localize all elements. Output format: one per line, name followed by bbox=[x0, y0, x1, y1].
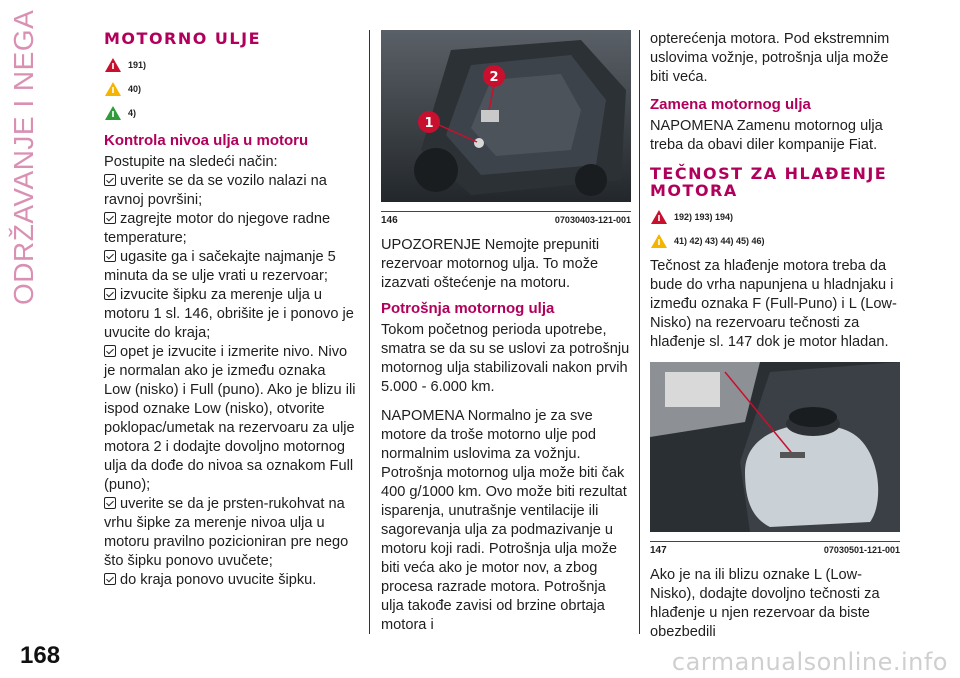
warning-reference: 191) bbox=[128, 60, 147, 70]
column-3 bbox=[650, 30, 900, 642]
step-text: do kraja ponovo uvucite šipku. bbox=[120, 572, 317, 588]
warning-item bbox=[650, 205, 900, 229]
callout-2: 2 bbox=[489, 70, 499, 85]
warning-list bbox=[650, 205, 900, 253]
paragraph: Tokom početnog perioda upotrebe, smatra se da su se uslovi za potrošnju motornog ulja stabilizovali nakon prvih 5.000 - 6.000 km. bbox=[381, 322, 630, 395]
steps-list bbox=[104, 172, 356, 590]
note-paragraph: NAPOMENA Zamenu motornog ulja treba da obavi diler kompanije Fiat. bbox=[650, 118, 883, 153]
subheading: Kontrola nivoa ulja u motoru bbox=[104, 132, 309, 149]
figure-147 bbox=[650, 362, 900, 556]
step-text: opet je izvucite i izmerite nivo. Nivo je normalan ako je između oznaka Low (nisko) i Full (puno). Ako je blizu ili ispod oznake Low (nisko), otvorite poklopac/umetak na rezervoaru za ulje motora 2 i dodajte dovoljno motornog ulja da dođe do nivoa sa oznakom Full (puno); bbox=[104, 344, 356, 493]
danger-triangle-icon bbox=[650, 209, 668, 225]
watermark: carmanualsonline.info bbox=[671, 648, 948, 676]
checkbox-bullet-icon bbox=[104, 212, 116, 224]
step-item bbox=[104, 286, 356, 343]
warning-item bbox=[104, 53, 356, 77]
step-item bbox=[104, 495, 356, 571]
page-number: 168 bbox=[20, 642, 61, 669]
checkbox-bullet-icon bbox=[104, 345, 116, 357]
column-1 bbox=[104, 30, 356, 590]
paragraph: Ako je na ili blizu oznake L (Low-Nisko), dodajte dovoljno tečnosti za hlađenje u njen rezervoar da biste obezbedili bbox=[650, 567, 880, 640]
note-paragraph: NAPOMENA Normalno je za sve motore da troše motorno ulje pod normalnim uslovima za vožnju. Potrošnja motornog ulja može biti čak 400 g/1000 km. Ovo može biti rezultat isparenja, unutrašnje ventilacije ili sagorevanja ulja za podmazivanje u motoru koji radi. Potrošnja ulja može biti veća ako je motor nov, a zbog procesa razrade motora. Potrošnja ulja takođe zavisi od brzine obrtaja motora i bbox=[381, 408, 627, 633]
checkbox-bullet-icon bbox=[104, 250, 116, 262]
column-2 bbox=[381, 30, 631, 635]
warning-item bbox=[104, 101, 356, 125]
column-divider bbox=[639, 30, 640, 634]
engine-bay-image bbox=[381, 30, 631, 202]
step-text: uverite se da se vozilo nalazi na ravnoj površini; bbox=[104, 173, 327, 208]
warning-reference: 4) bbox=[128, 108, 137, 118]
callout-1: 1 bbox=[424, 116, 434, 131]
subheading: Potrošnja motornog ulja bbox=[381, 300, 555, 317]
intro-text: Postupite na sledeći način: bbox=[104, 154, 278, 170]
checkbox-bullet-icon bbox=[104, 174, 116, 186]
warning-list bbox=[104, 53, 356, 125]
figure-code: 07030501-121-001 bbox=[823, 545, 900, 555]
step-text: izvucite šipku za merenje ulja u motoru 1 sl. 146, obrišite je i ponovo je uvucite do kraja; bbox=[104, 287, 354, 341]
danger-triangle-icon bbox=[104, 57, 122, 73]
figure-number: 147 bbox=[650, 545, 667, 556]
step-item bbox=[104, 343, 356, 495]
attention-triangle-icon bbox=[650, 233, 668, 249]
checkbox-bullet-icon bbox=[104, 573, 116, 585]
warning-reference: 192) 193) 194) bbox=[674, 212, 734, 222]
step-item bbox=[104, 248, 356, 286]
coolant-reservoir-image bbox=[650, 362, 900, 532]
paragraph: Tečnost za hlađenje motora treba da bude do vrha napunjena u hladnjaku i između oznaka F (Full-Puno) i L (Low-Nisko) na rezervoaru tečnosti za hlađenje sl. 147 dok je motor hladan. bbox=[650, 258, 897, 350]
figure-146 bbox=[381, 30, 631, 226]
step-text: uverite se da je prsten-rukohvat na vrhu šipke za merenje nivoa ulja u motoru pravilno pozicioniran pre nego što šipku ponovo uvučete; bbox=[104, 496, 349, 569]
checkbox-bullet-icon bbox=[104, 497, 116, 509]
subheading: Zamena motornog ulja bbox=[650, 96, 811, 113]
section-side-title: ODRŽAVANJE I NEGA bbox=[8, 9, 39, 305]
figure-caption bbox=[381, 211, 631, 226]
warning-reference: 40) bbox=[128, 84, 142, 94]
figure-code: 07030403-121-001 bbox=[554, 215, 631, 225]
warning-item bbox=[104, 77, 356, 101]
step-text: ugasite ga i sačekajte najmanje 5 minuta da se ulje vrati u rezervoar; bbox=[104, 249, 336, 284]
warning-paragraph: UPOZORENJE Nemojte prepuniti rezervoar motornog ulja. To može izazvati oštećenje na motoru. bbox=[381, 237, 600, 291]
section-heading: TEČNOST ZA HLAĐENJE MOTORA bbox=[650, 164, 888, 200]
attention-triangle-icon bbox=[104, 81, 122, 97]
step-item bbox=[104, 571, 356, 590]
continued-paragraph: opterećenja motora. Pod ekstremnim uslovima vožnje, potrošnja ulja može biti veća. bbox=[650, 31, 890, 85]
environment-triangle-icon bbox=[104, 105, 122, 121]
section-heading: MOTORNO ULJE bbox=[104, 29, 261, 48]
figure-caption bbox=[650, 541, 900, 556]
warning-item bbox=[650, 229, 900, 253]
warning-reference: 41) 42) 43) 44) 45) 46) bbox=[674, 236, 765, 246]
figure-number: 146 bbox=[381, 215, 398, 226]
step-item bbox=[104, 210, 356, 248]
step-item bbox=[104, 172, 356, 210]
step-text: zagrejte motor do njegove radne temperature; bbox=[104, 211, 331, 246]
column-divider bbox=[369, 30, 370, 634]
checkbox-bullet-icon bbox=[104, 288, 116, 300]
